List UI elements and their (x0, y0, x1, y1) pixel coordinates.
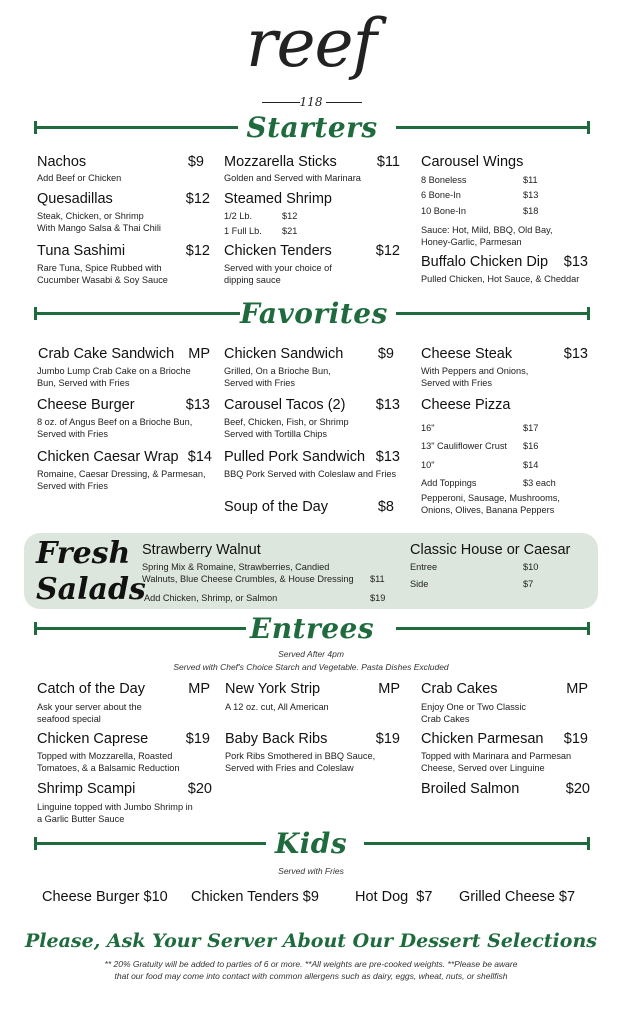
item-price: MP (378, 681, 400, 697)
item-price: $12 (375, 243, 400, 259)
item-name: Chicken Tenders (224, 243, 332, 259)
item-desc: Spring Mix & Romaine, Strawberries, Candied (142, 562, 330, 572)
item-desc: With Mango Salsa & Thai Chili (37, 223, 161, 233)
option-price: $17 (523, 423, 539, 433)
option-label: 1/2 Lb. (224, 211, 253, 221)
item-price: $11 (370, 574, 385, 584)
item-desc: Topped with Mozzarella, Roasted (37, 751, 173, 761)
item-desc: Tomatoes, & a Balsamic Reduction (37, 763, 180, 773)
item-name: Steamed Shrimp (224, 191, 332, 207)
item-name: Cheese Steak (421, 346, 513, 362)
fine-print: ** 20% Gratuity will be added to parties of 6 or more. **All weights are pre-cooked weights. **Please be aware (104, 959, 518, 969)
item-price: MP (188, 346, 210, 362)
option-label: 6 Bone-In (421, 190, 461, 200)
logo-line-right (326, 102, 362, 103)
item-desc: Pepperoni, Sausage, Mushrooms, (421, 493, 560, 503)
item-desc: A 12 oz. cut, All American (225, 702, 329, 712)
option-label: Entree (410, 562, 438, 572)
item-desc: Served with Tortilla Chips (224, 429, 327, 439)
section-title-starters: Starters (246, 111, 378, 144)
item-desc: Topped with Marinara and Parmesan (421, 751, 572, 761)
item-desc: Jumbo Lump Crab Cake on a Brioche (37, 366, 191, 376)
item-desc: Bun, Served with Fries (37, 378, 130, 388)
item-name: Soup of the Day (224, 499, 328, 515)
item-desc: Ask your server about the (37, 702, 142, 712)
item-name: Cheese Pizza (421, 397, 511, 413)
item-desc: Linguine topped with Jumbo Shrimp in (37, 802, 193, 812)
section-rule-left (34, 126, 238, 129)
item-name: Crab Cakes (421, 681, 498, 697)
item-name: Strawberry Walnut (142, 542, 261, 558)
entrees-note: Served After 4pm (278, 649, 344, 659)
item-price: $9 (377, 346, 394, 362)
item-desc: Served with Fries (37, 429, 108, 439)
section-rule-right (396, 627, 590, 630)
option-label: 16" (421, 423, 435, 433)
addon-price: $19 (370, 593, 386, 603)
section-rule-right (364, 842, 590, 845)
item-desc: a Garlic Butter Sauce (37, 814, 125, 824)
option-label: 1 Full Lb. (224, 226, 262, 236)
addon-label: Add Chicken, Shrimp, or Salmon (144, 593, 278, 603)
item-desc: Pork Ribs Smothered in BBQ Sauce, (225, 751, 376, 761)
kids-item: Grilled Cheese $7 (459, 889, 576, 905)
item-price: $12 (185, 243, 210, 259)
section-title-entrees: Entrees (249, 612, 375, 645)
item-price: $13 (563, 346, 588, 362)
item-desc: Honey-Garlic, Parmesan (421, 237, 522, 247)
item-desc: Crab Cakes (421, 714, 470, 724)
item-desc: Golden and Served with Marinara (224, 173, 361, 183)
item-desc: Cucumber Wasabi & Soy Sauce (37, 275, 168, 285)
item-name: Buffalo Chicken Dip (421, 254, 549, 270)
item-name: Pulled Pork Sandwich (224, 449, 366, 465)
item-desc: Grilled, On a Brioche Bun, (224, 366, 331, 376)
option-price: $12 (282, 211, 298, 221)
item-price: $13 (375, 397, 400, 413)
option-label: Side (410, 579, 429, 589)
option-price: $18 (523, 206, 539, 216)
item-price: $20 (565, 781, 590, 797)
item-name: Carousel Tacos (2) (224, 397, 346, 413)
brand-logo: reef (245, 5, 377, 82)
option-label: 10" (421, 460, 435, 470)
item-price: $11 (376, 154, 400, 170)
option-price: $10 (523, 562, 539, 572)
item-name: Classic House or Caesar (410, 542, 571, 558)
option-price: $16 (523, 441, 539, 451)
item-name: Chicken Parmesan (421, 731, 544, 747)
item-name: Crab Cake Sandwich (38, 346, 175, 362)
item-name: Chicken Caprese (37, 731, 149, 747)
item-desc: Pulled Chicken, Hot Sauce, & Cheddar (421, 274, 580, 284)
option-price: $3 each (523, 478, 556, 488)
section-rule-left (34, 312, 240, 315)
item-price: $19 (563, 731, 588, 747)
item-price: $14 (187, 449, 212, 465)
item-desc: Served with Fries and Coleslaw (225, 763, 354, 773)
item-desc: seafood special (37, 714, 101, 724)
salads-title-line2: Salads (36, 572, 146, 607)
item-desc: Add Beef or Chicken (37, 173, 122, 183)
item-name: Catch of the Day (37, 681, 145, 697)
item-desc: Beef, Chicken, Fish, or Shrimp (224, 417, 349, 427)
fine-print: that our food may come into contact with common allergens such as dairy, eggs, wheat, nuts, or shellfish (114, 971, 508, 981)
option-price: $14 (523, 460, 539, 470)
option-price: $11 (523, 175, 538, 185)
section-rule-left (34, 842, 266, 845)
kids-note: Served with Fries (278, 866, 344, 876)
item-desc: Sauce: Hot, Mild, BBQ, Old Bay, (421, 225, 553, 235)
item-desc: Steak, Chicken, or Shrimp (37, 211, 144, 221)
item-desc: 8 oz. of Angus Beef on a Brioche Bun, (37, 417, 193, 427)
item-price: $13 (185, 397, 210, 413)
section-rule-left (34, 627, 246, 630)
item-name: Shrimp Scampi (37, 781, 136, 797)
option-price: $13 (523, 190, 539, 200)
dessert-banner: Please, Ask Your Server About Our Dessert Selections (25, 930, 597, 952)
item-name: Quesadillas (37, 191, 113, 207)
item-name: New York Strip (225, 681, 321, 697)
item-desc: Served with Fries (421, 378, 492, 388)
kids-item: Cheese Burger $10 (42, 889, 168, 905)
item-name: Baby Back Ribs (225, 731, 328, 747)
option-label: 13" Cauliflower Crust (421, 441, 507, 451)
item-desc: Served with Fries (224, 378, 295, 388)
item-desc: BBQ Pork Served with Coleslaw and Fries (224, 469, 397, 479)
salads-title-line1: Fresh (36, 536, 131, 571)
item-desc: dipping sauce (224, 275, 281, 285)
option-price: $7 (523, 579, 534, 589)
item-name: Broiled Salmon (421, 781, 520, 797)
item-price: $19 (375, 731, 400, 747)
item-price: $19 (185, 731, 210, 747)
item-desc: Walnuts, Blue Cheese Crumbles, & House Dressing (142, 574, 354, 584)
item-price: MP (566, 681, 588, 697)
item-price: $20 (187, 781, 212, 797)
item-desc: Rare Tuna, Spice Rubbed with (37, 263, 162, 273)
kids-item: Hot Dog $7 (355, 889, 433, 905)
item-name: Carousel Wings (421, 154, 524, 170)
brand-number: 118 (299, 95, 323, 109)
item-price: $13 (563, 254, 588, 270)
item-name: Nachos (37, 154, 87, 170)
option-price: $21 (282, 226, 298, 236)
item-desc: Romaine, Caesar Dressing, & Parmesan, (37, 469, 206, 479)
option-label: Add Toppings (421, 478, 477, 488)
section-title-favorites: Favorites (240, 297, 388, 330)
item-desc: With Peppers and Onions, (421, 366, 529, 376)
kids-item: Chicken Tenders $9 (191, 889, 319, 905)
item-price: $9 (187, 154, 204, 170)
item-desc: Served with Fries (37, 481, 108, 491)
item-name: Tuna Sashimi (37, 243, 126, 259)
item-price: MP (188, 681, 210, 697)
item-desc: Cheese, Served over Linguine (421, 763, 545, 773)
item-desc: Enjoy One or Two Classic (421, 702, 527, 712)
item-desc: Onions, Olives, Banana Peppers (421, 505, 555, 515)
item-price: $13 (375, 449, 400, 465)
option-label: 8 Boneless (421, 175, 467, 185)
option-label: 10 Bone-In (421, 206, 466, 216)
item-name: Mozzarella Sticks (224, 154, 337, 170)
item-price: $12 (185, 191, 210, 207)
section-rule-right (396, 126, 590, 129)
item-name: Chicken Sandwich (224, 346, 344, 362)
section-title-kids: Kids (274, 827, 348, 860)
section-rule-right (396, 312, 590, 315)
item-price: $8 (377, 499, 394, 515)
entrees-note: Served with Chef's Choice Starch and Vegetable. Pasta Dishes Excluded (173, 662, 449, 672)
item-name: Cheese Burger (37, 397, 135, 413)
item-name: Chicken Caesar Wrap (37, 449, 179, 465)
item-desc: Served with your choice of (224, 263, 332, 273)
